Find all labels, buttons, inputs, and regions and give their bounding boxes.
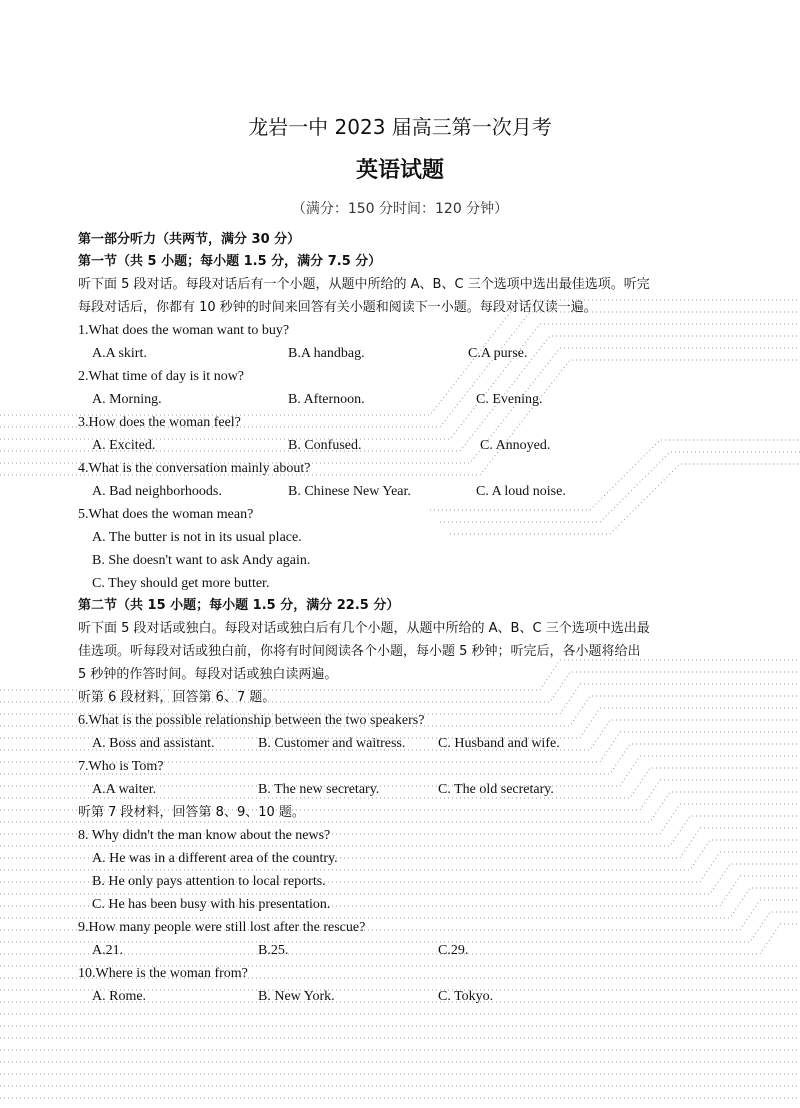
question-1-option-c: C.A purse. [468, 346, 528, 361]
question-8-option-b: B. He only pays attention to local reports. [92, 874, 326, 889]
section1-heading: 第一节（共 5 小题；每小题 1.5 分，满分 7.5 分） [78, 254, 382, 269]
question-3-option-a: A. Excited. [92, 438, 156, 453]
question-1-option-a: A.A skirt. [92, 346, 147, 361]
question-4-option-a: A. Bad neighborhoods. [92, 484, 222, 499]
question-7-option-b: B. The new secretary. [258, 782, 380, 797]
section1-instructions-line: 每段对话后，你都有 10 秒钟的时间来回答有关小题和阅读下一小题。每段对话仅读一遍。 [78, 300, 597, 315]
question-5-option-a: A. The butter is not in its usual place. [92, 530, 302, 545]
question-5-option-c: C. They should get more butter. [92, 576, 270, 591]
question-8-option-c: C. He has been busy with his presentation. [92, 897, 331, 912]
question-7-option-a: A.A waiter. [92, 782, 157, 797]
section1-instructions-line: 听下面 5 段对话。每段对话后有一个小题，从题中所给的 A、B、C 三个选项中选出最佳选项。听完 [78, 277, 650, 292]
question-9-option-b: B.25. [258, 943, 289, 958]
section2-instructions-line: 5 秒钟的作答时间。每段对话或独白读两遍。 [78, 667, 338, 682]
question-6-option-a: A. Boss and assistant. [92, 736, 215, 751]
question-9-option-c: C.29. [438, 943, 469, 958]
question-10-option-c: C. Tokyo. [438, 989, 494, 1004]
question-3-option-c: C. Annoyed. [480, 438, 551, 453]
question-2-option-a: A. Morning. [92, 392, 162, 407]
material-7-note: 听第 7 段材料，回答第 8、9、10 题。 [78, 805, 305, 820]
question-2-stem: 2.What time of day is it now? [78, 369, 245, 384]
question-8-stem: 8. Why didn't the man know about the news? [78, 828, 331, 843]
question-2-option-b: B. Afternoon. [288, 392, 365, 407]
question-5-option-b: B. She doesn't want to ask Andy again. [92, 553, 311, 568]
question-6-stem: 6.What is the possible relationship between the two speakers? [78, 713, 425, 728]
score-time-info: （满分：150 分时间：120 分钟） [291, 201, 509, 217]
question-4-stem: 4.What is the conversation mainly about? [78, 461, 311, 476]
exam-subtitle: 英语试题 [355, 158, 444, 183]
question-4-option-c: C. A loud noise. [476, 484, 566, 499]
question-7-option-c: C. The old secretary. [438, 782, 554, 797]
question-8-option-a: A. He was in a different area of the country. [92, 851, 338, 866]
question-7-stem: 7.Who is Tom? [78, 759, 164, 774]
question-6-option-b: B. Customer and waitress. [258, 736, 406, 751]
question-4-option-b: B. Chinese New Year. [288, 484, 411, 499]
question-10-option-b: B. New York. [258, 989, 335, 1004]
material-6-note: 听第 6 段材料，回答第 6、7 题。 [78, 690, 276, 705]
question-10-option-a: A. Rome. [92, 989, 147, 1004]
question-9-option-a: A.21. [92, 943, 124, 958]
part1-heading: 第一部分听力（共两节，满分 30 分） [78, 232, 301, 247]
question-3-option-b: B. Confused. [288, 438, 362, 453]
section2-instructions-line: 佳选项。听每段对话或独白前，你将有时间阅读各个小题，每小题 5 秒钟；听完后，各小题将给出 [78, 644, 641, 659]
question-5-stem: 5.What does the woman mean? [78, 507, 254, 522]
question-9-stem: 9.How many people were still lost after the rescue? [78, 920, 366, 935]
question-6-option-c: C. Husband and wife. [438, 736, 560, 751]
exam-title: 龙岩一中 2023 届高三第一次月考 [248, 115, 552, 139]
question-3-stem: 3.How does the woman feel? [78, 415, 241, 430]
question-1-stem: 1.What does the woman want to buy? [78, 323, 290, 338]
section2-instructions-line: 听下面 5 段对话或独白。每段对话或独白后有几个小题，从题中所给的 A、B、C 三个选项中选出最 [78, 621, 650, 636]
question-2-option-c: C. Evening. [476, 392, 543, 407]
question-1-option-b: B.A handbag. [288, 346, 365, 361]
section2-heading: 第二节（共 15 小题；每小题 1.5 分，满分 22.5 分） [78, 598, 400, 613]
question-10-stem: 10.Where is the woman from? [78, 966, 248, 981]
